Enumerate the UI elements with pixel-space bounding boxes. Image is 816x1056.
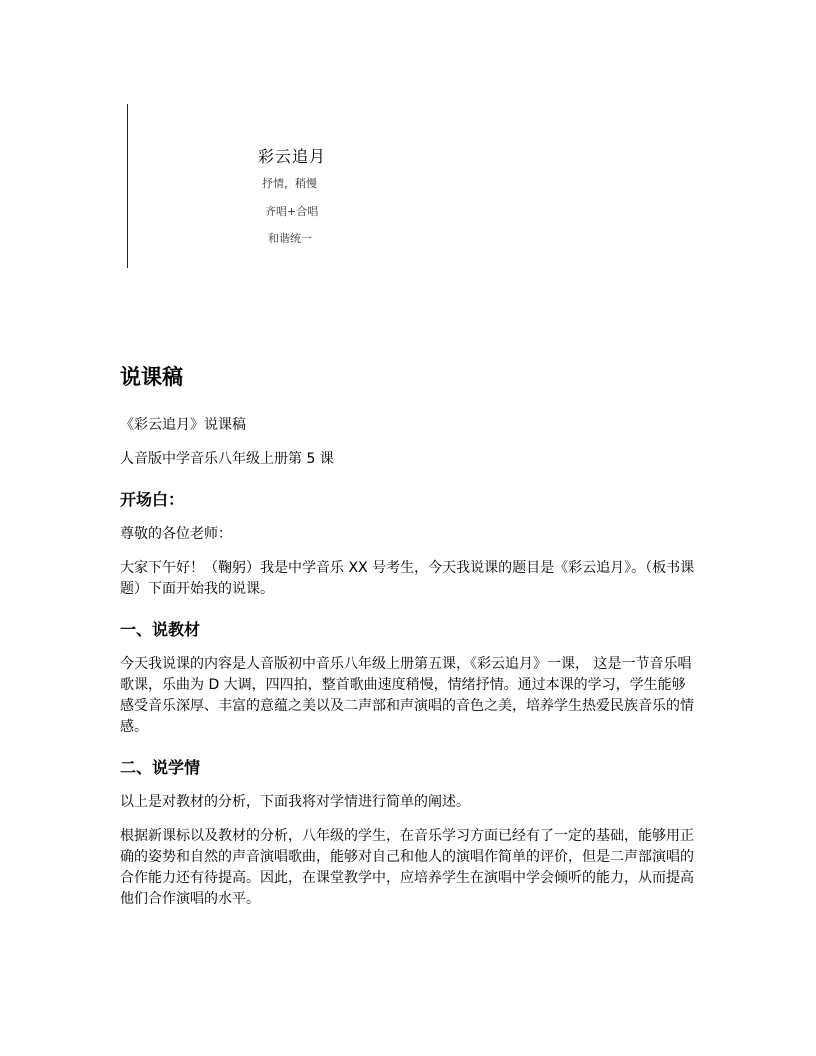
board-line-form: 齐唱+合唱 bbox=[265, 205, 319, 218]
section-2-heading: 二、说学情 bbox=[120, 758, 201, 777]
doc-subtitle: 《彩云追月》说课稿 bbox=[120, 417, 246, 433]
section-opening-heading: 开场白： bbox=[120, 490, 185, 509]
section-2-paragraph: 根据新课标以及教材的分析，八年级的学生，在音乐学习方面已经有了一定的基础，能够用正确的姿势和自然的声音演唱歌曲，能够对自己和他人的演唱作简单的评价，但是二声部演唱的合作能力还有待提高。因此，在课堂教学中，应培养学生在演唱中学会倾听的能力，从而提高他们合作演唱的水平。 bbox=[120, 828, 694, 907]
section-1-paragraph: 今天我说课的内容是人音版初中音乐八年级上册第五课，《彩云追月》一课， 这是一节音乐唱歌课，乐曲为 D 大调，四四拍，整首歌曲速度稍慢，情绪抒情。通过本课的学习，学生能够感受音乐深厚、丰富的意蕴之美以及二声部和声演唱的音色之美，培养学生热爱民族音乐的情感。 bbox=[120, 656, 694, 735]
board-line-mood: 抒情，稍慢 bbox=[262, 177, 317, 190]
board-line-goal: 和谐统一 bbox=[268, 232, 312, 245]
board-title: 彩云追月 bbox=[258, 147, 327, 166]
doc-edition: 人音版中学音乐八年级上册第 5 课 bbox=[120, 451, 334, 467]
intro-paragraph: 大家下午好！（鞠躬）我是中学音乐 XX 号考生，今天我说课的题目是《彩云追月》。（板书课题）下面开始我的说课。 bbox=[120, 560, 695, 597]
blackboard-notes bbox=[127, 104, 388, 268]
greeting-paragraph: 尊敬的各位老师： bbox=[120, 526, 232, 542]
document-body bbox=[120, 360, 696, 923]
section-1-heading: 一、说教材 bbox=[120, 620, 201, 639]
page-title: 说课稿 bbox=[120, 365, 183, 389]
section-2-intro: 以上是对教材的分析，下面我将对学情进行简单的阐述。 bbox=[120, 794, 470, 810]
